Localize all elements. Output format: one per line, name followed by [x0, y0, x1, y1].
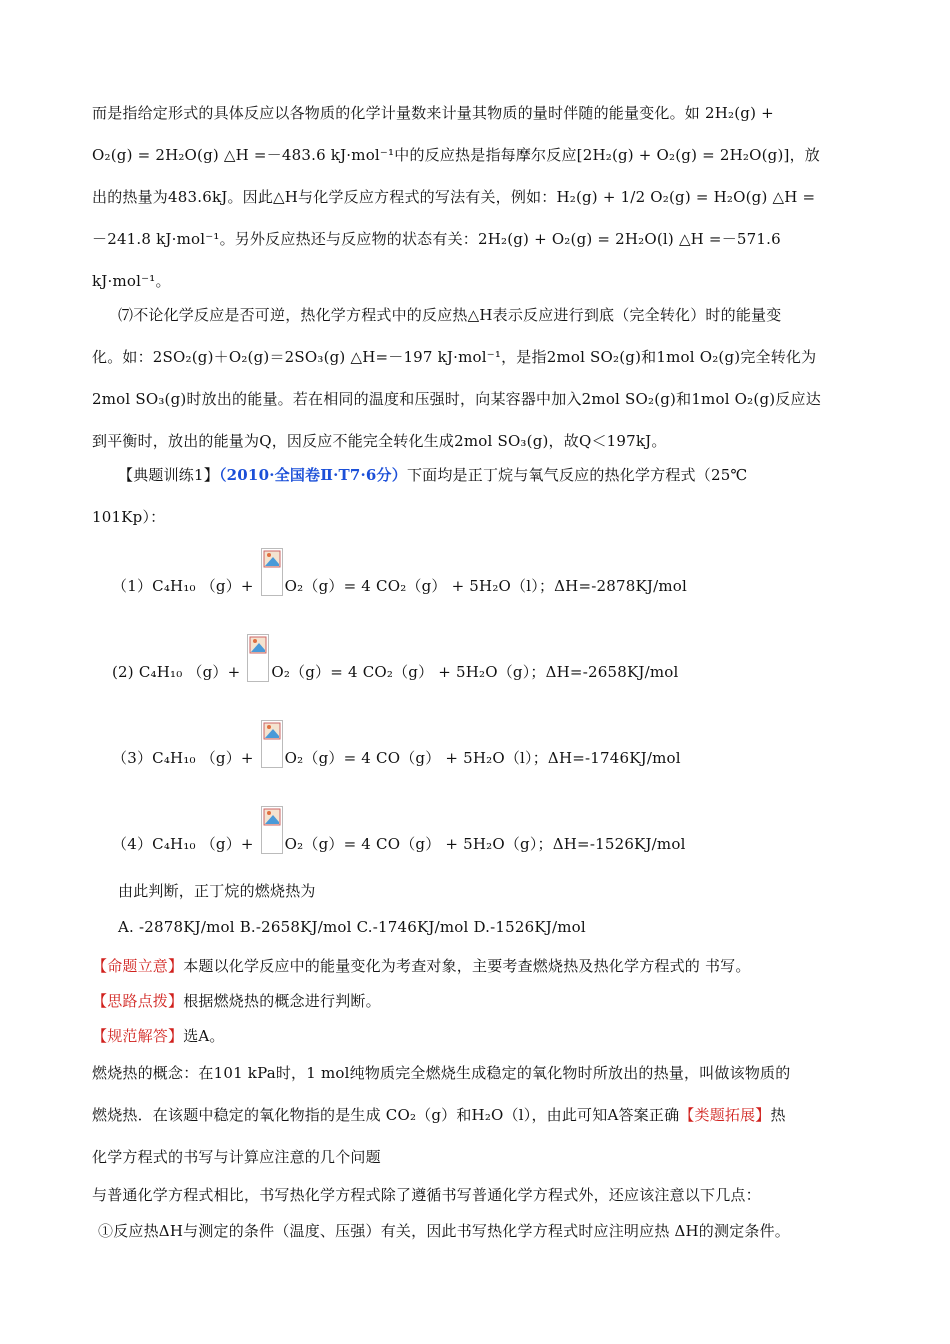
- example-text: 下面均是正丁烷与氧气反应的热化学方程式（25℃: [406, 466, 748, 484]
- p2-line1: ⑺不论化学反应是否可逆，热化学方程式中的反应热△H表示反应进行到底（完全转化）时的能量变: [118, 306, 782, 324]
- p1-line1: 而是指给定形式的具体反应以各物质的化学计量数来计量其物质的量时伴随的能量变化。如 2H₂(g) +: [92, 104, 774, 122]
- question: 由此判断，正丁烷的燃烧热为: [118, 882, 316, 900]
- equation-4: [112, 806, 686, 854]
- example-tag: 【典题训练1】: [118, 466, 219, 484]
- hint-tag: 【思路点拨】: [92, 992, 184, 1010]
- hint-text: 根据燃烧热的概念进行判断。: [183, 992, 381, 1010]
- example-heading: [118, 464, 747, 485]
- equation-3: [112, 720, 681, 768]
- explain-line2-tail: 热: [770, 1106, 786, 1124]
- eq4-left: （4）C₄H₁₀ （g）+: [112, 835, 259, 853]
- answer-tag: 【规范解答】: [92, 1027, 184, 1045]
- p1-line2: O₂(g) = 2H₂O(g) △H =－483.6 kJ·mol⁻¹中的反应热是指每摩尔反应[2H₂(g) + O₂(g) = 2H₂O(g)]，放: [92, 146, 820, 164]
- p2-line2: 化。如：2SO₂(g)＋O₂(g)＝2SO₃(g) △H=－197 kJ·mol⁻¹，是指2mol SO₂(g)和1mol O₂(g)完全转化为: [92, 348, 817, 366]
- eq1-left: （1）C₄H₁₀ （g）+: [112, 577, 259, 595]
- hint-line: [92, 990, 381, 1011]
- broken-image-icon: [261, 720, 283, 768]
- p2-line4: 到平衡时，放出的能量为Q，因反应不能完全转化生成2mol SO₃(g)，故Q＜197kJ。: [92, 432, 667, 450]
- broken-image-icon: [261, 548, 283, 596]
- p1-line4: －241.8 kJ·mol⁻¹。另外反应热还与反应物的状态有关：2H₂(g) + O₂(g) = 2H₂O(l) △H =－571.6: [92, 230, 781, 248]
- equation-1: [112, 548, 687, 596]
- answer-line: [92, 1025, 225, 1046]
- broken-image-icon: [247, 634, 269, 682]
- example-text-line2: 101Kp）：: [92, 508, 166, 526]
- p1-line5: kJ·mol⁻¹。: [92, 272, 171, 290]
- explain-line1: 燃烧热的概念：在101 kPa时，1 mol纯物质完全燃烧生成稳定的氧化物时所放出的热量，叫做该物质的: [92, 1064, 791, 1082]
- options: A. -2878KJ/mol B.-2658KJ/mol C.-1746KJ/mol D.-1526KJ/mol: [118, 918, 586, 936]
- explain-line5: ①反应热ΔH与测定的条件（温度、压强）有关，因此书写热化学方程式时应注明应热 ΔH的测定条件。: [98, 1222, 790, 1240]
- answer-text: 选A。: [183, 1027, 225, 1045]
- explain-line2-text: 燃烧热．在该题中稳定的氧化物指的是生成 CO₂（g）和H₂O（l），由此可知A答案正确: [92, 1106, 680, 1124]
- explain-line4: 与普通化学方程式相比，书写热化学方程式除了遵循书写普通化学方程式外，还应该注意以下几点：: [92, 1186, 761, 1204]
- extension-tag: 【类题拓展】: [679, 1106, 771, 1124]
- explain-line2: [92, 1104, 786, 1125]
- intent-text: 本题以化学反应中的能量变化为考查对象，主要考查燃烧热及热化学方程式的 书写。: [183, 957, 751, 975]
- explain-line3: 化学方程式的书写与计算应注意的几个问题: [92, 1148, 381, 1166]
- eq4-right: O₂（g）= 4 CO（g） + 5H₂O（g）；ΔH=-1526KJ/mol: [284, 835, 686, 853]
- broken-image-icon: [261, 806, 283, 854]
- example-source: （2010·全国卷Ⅱ·T7·6分）: [218, 466, 407, 484]
- intent-line: [92, 955, 751, 976]
- eq3-right: O₂（g）= 4 CO（g） + 5H₂O（l）；ΔH=-1746KJ/mol: [284, 749, 681, 767]
- intent-tag: 【命题立意】: [92, 957, 184, 975]
- equation-2: [112, 634, 678, 682]
- eq1-right: O₂（g）= 4 CO₂（g） + 5H₂O（l）；ΔH=-2878KJ/mol: [284, 577, 687, 595]
- eq2-left: (2) C₄H₁₀ （g）+: [112, 663, 246, 681]
- eq3-left: （3）C₄H₁₀ （g）+: [112, 749, 259, 767]
- p2-line3: 2mol SO₃(g)时放出的能量。若在相同的温度和压强时，向某容器中加入2mol SO₂(g)和1mol O₂(g)反应达: [92, 390, 821, 408]
- p1-line3: 出的热量为483.6kJ。因此△H与化学反应方程式的写法有关，例如：H₂(g) + 1/2 O₂(g) = H₂O(g) △H =: [92, 188, 816, 206]
- eq2-right: O₂（g）= 4 CO₂（g） + 5H₂O（g）；ΔH=-2658KJ/mol: [271, 663, 679, 681]
